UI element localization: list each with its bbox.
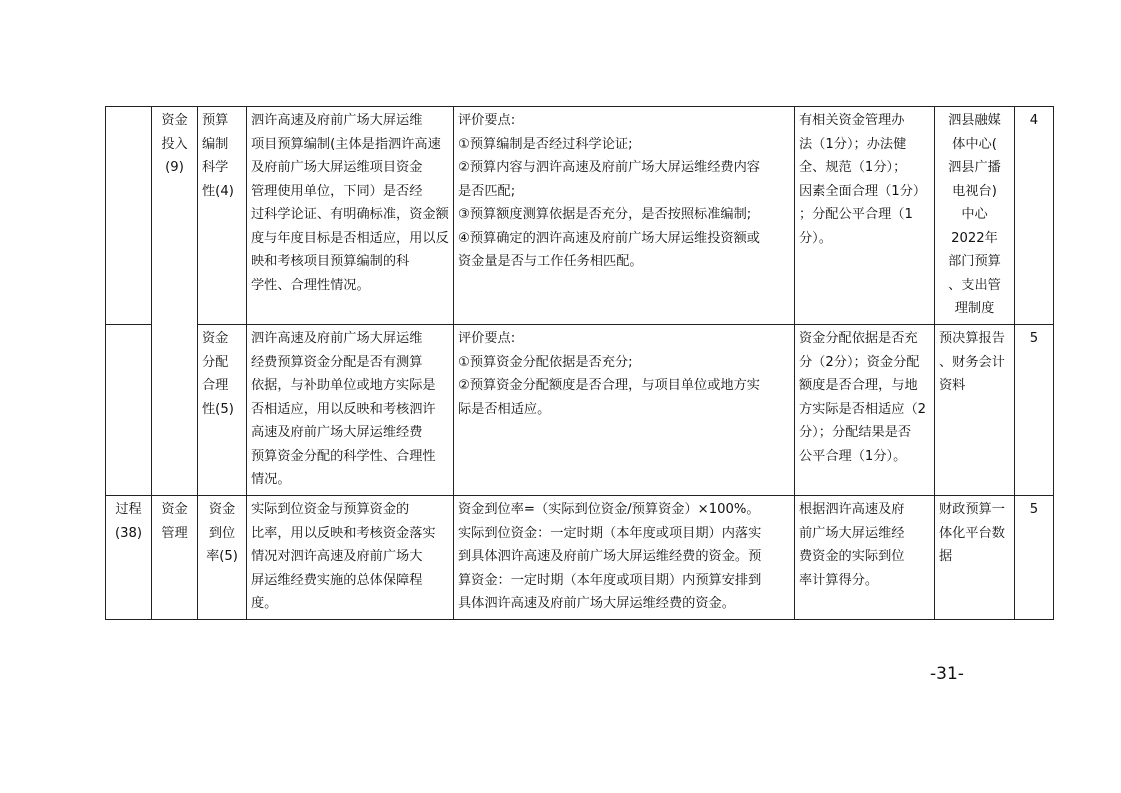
data-source-cell xyxy=(935,107,1015,325)
data-source-cell xyxy=(935,496,1015,620)
text-line: 实际到位资金与预算资金的 xyxy=(251,502,410,517)
text-line: 资金量是否与工作任务相匹配。 xyxy=(458,254,643,269)
category-cell-blank xyxy=(106,107,152,325)
text-line: 资料 xyxy=(939,378,966,393)
text-line: ②预算资金分配额度是否合理，与项目单位或地方实 xyxy=(458,378,760,393)
text-line: 分配 xyxy=(202,354,229,370)
text-line: 际是否相适应。 xyxy=(458,401,551,417)
scoring-rule-cell xyxy=(795,496,935,620)
text-line: 映和考核项目预算编制的科 xyxy=(251,254,410,269)
score-cell: 5 xyxy=(1015,325,1054,496)
text-line: 情况对泗许高速及府前广场大 xyxy=(251,549,423,564)
text-line: 理制度 xyxy=(954,301,995,316)
text-line: 合理 xyxy=(202,378,229,393)
text-line: 率(5) xyxy=(206,549,238,564)
text-line: 分）；分配结果是否 xyxy=(799,425,912,440)
text-line: 体化平台数 xyxy=(939,525,1005,541)
text-line: 有相关资金管理办 xyxy=(799,113,905,128)
text-line: 屏运维经费实施的总体保障程 xyxy=(251,572,423,588)
score-cell: 5 xyxy=(1015,496,1054,620)
text-line: 实际到位资金：一定时期（本年度或项目期）内落实 xyxy=(458,525,762,541)
text-line: 经费预算资金分配是否有测算 xyxy=(251,354,423,370)
text-line: 因素全面合理（1分） xyxy=(799,183,927,199)
text-line: 高速及府前广场大屏运维经费 xyxy=(251,425,423,440)
category-cell-blank xyxy=(106,325,152,496)
category-cell xyxy=(106,496,152,620)
text-line: 泗许高速及府前广场大屏运维 xyxy=(251,331,423,346)
text-line: 性(4) xyxy=(202,183,234,199)
text-line: 泗县广播 xyxy=(948,160,1001,175)
category-cell xyxy=(152,496,198,620)
text-line: 管理使用单位，下同）是否经 xyxy=(251,183,423,199)
text-line: ④预算确定的泗许高速及府前广场大屏运维投资额或 xyxy=(458,230,760,246)
text-line: 管理 xyxy=(161,525,188,541)
text-line: 算资金：一定时期（本年度或项目期）内预算安排到 xyxy=(458,572,762,588)
text-line: 中心 xyxy=(961,207,988,222)
text-line: 额度是否合理，与地 xyxy=(799,378,918,393)
indicator-cell xyxy=(198,325,247,496)
text-line: 到具体泗许高速及府前广场大屏运维经费的资金。预 xyxy=(458,549,762,564)
text-line: 资金 xyxy=(161,502,188,517)
text-line: 到位 xyxy=(208,525,236,541)
text-line: 财政预算一 xyxy=(939,502,1005,517)
indicator-cell xyxy=(198,496,247,620)
page-number: -31- xyxy=(930,664,964,684)
text-line: 分）。 xyxy=(799,230,832,246)
text-line: 评价要点: xyxy=(458,331,516,346)
text-line: 否相适应，用以反映和考核泗许 xyxy=(251,401,436,417)
indicator-description-cell xyxy=(247,325,454,496)
text-line: 评价要点: xyxy=(458,113,516,128)
text-line: 预决算报告 xyxy=(939,331,1005,346)
text-line: 部门预算 xyxy=(948,254,1001,269)
evaluation-points-cell xyxy=(454,496,795,620)
text-line: 性(5) xyxy=(202,401,234,417)
evaluation-points-cell xyxy=(454,325,795,496)
text-line: 法（1分）；办法健 xyxy=(799,136,907,152)
text-line: 度与年度目标是否相适应，用以反 xyxy=(251,230,449,246)
text-line: ①预算资金分配依据是否充分; xyxy=(458,354,633,370)
text-line: 据 xyxy=(939,549,953,564)
text-line: 分（2分）；资金分配 xyxy=(799,354,920,370)
text-line: 公平合理（1分）。 xyxy=(799,448,907,464)
text-line: 预算资金分配的科学性、合理性 xyxy=(251,448,436,464)
text-line: 学性、合理性情况。 xyxy=(251,277,370,293)
text-line: ；分配公平合理（1 xyxy=(799,207,913,222)
text-line: 及府前广场大屏运维项目资金 xyxy=(251,160,423,175)
evaluation-table xyxy=(105,106,1054,620)
table-row xyxy=(106,325,1054,496)
indicator-description-cell xyxy=(247,107,454,325)
text-line: 科学 xyxy=(202,160,229,175)
text-line: 依据，与补助单位或地方实际是 xyxy=(251,378,436,393)
text-line: (9) xyxy=(165,160,184,175)
table-row xyxy=(106,496,1054,620)
text-line: 泗县融媒 xyxy=(948,113,1001,128)
data-source-cell xyxy=(935,325,1015,496)
text-line: 情况。 xyxy=(251,472,291,487)
text-line: 泗许高速及府前广场大屏运维 xyxy=(251,113,423,128)
text-line: (38) xyxy=(114,525,143,541)
text-line: 率计算得分。 xyxy=(799,572,879,588)
text-line: 是否匹配; xyxy=(458,183,516,199)
text-line: 全、规范（1分）； xyxy=(799,160,907,175)
text-line: 预算 xyxy=(202,113,229,128)
text-line: 、财务会计 xyxy=(939,354,1005,370)
text-line: 过科学论证、有明确标准，资金额 xyxy=(251,207,449,222)
category-cell xyxy=(152,107,198,496)
text-line: 资金 xyxy=(161,113,188,128)
text-line: 电视台) xyxy=(952,183,997,199)
text-line: 编制 xyxy=(202,136,229,152)
text-line: 资金分配依据是否充 xyxy=(799,331,918,346)
text-line: 根据泗许高速及府 xyxy=(799,502,905,517)
text-line: 2022年 xyxy=(951,230,998,246)
text-line: ①预算编制是否经过科学论证; xyxy=(458,136,633,152)
text-line: 资金 xyxy=(202,331,229,346)
text-line: 体中心( xyxy=(952,136,997,152)
text-line: 具体泗许高速及府前广场大屏运维经费的资金。 xyxy=(458,596,735,611)
text-line: 方实际是否相适应（2 xyxy=(799,401,927,417)
text-line: 资金到位率=（实际到位资金/预算资金）×100%。 xyxy=(458,502,760,517)
text-line: 比率，用以反映和考核资金落实 xyxy=(251,525,436,541)
scoring-rule-cell xyxy=(795,325,935,496)
text-line: 投入 xyxy=(161,136,188,152)
evaluation-points-cell xyxy=(454,107,795,325)
indicator-cell xyxy=(198,107,247,325)
text-line: 、支出管 xyxy=(948,277,1001,293)
indicator-description-cell xyxy=(247,496,454,620)
text-line: 度。 xyxy=(251,596,278,611)
score-cell: 4 xyxy=(1015,107,1054,325)
text-line: ②预算内容与泗许高速及府前广场大屏运维经费内容 xyxy=(458,160,760,175)
scoring-rule-cell xyxy=(795,107,935,325)
text-line: 过程 xyxy=(115,502,142,517)
text-line: 资金 xyxy=(208,502,236,517)
text-line: 前广场大屏运维经 xyxy=(799,525,905,541)
table-row xyxy=(106,107,1054,325)
text-line: 项目预算编制(主体是指泗许高速 xyxy=(251,136,441,152)
text-line: 费资金的实际到位 xyxy=(799,549,905,564)
text-line: ③预算额度测算依据是否充分，是否按照标准编制; xyxy=(458,207,752,222)
